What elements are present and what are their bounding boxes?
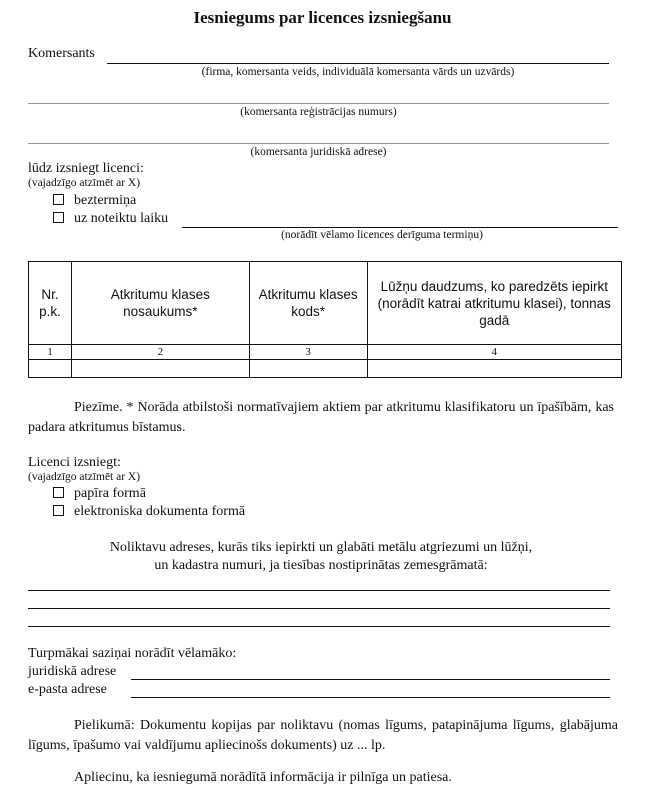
attachment-paragraph: Pielikumā: Dokumentu kopijas par noliktavu (nomas līgums, patapinājuma līgums, glabājuma līgums, īpašumo vai valdījumu apliecinošs dokuments) uz ... lp. xyxy=(28,718,618,753)
email-label: e-pasta adrese xyxy=(28,682,107,697)
option-electronic[interactable] xyxy=(53,504,245,520)
address-caption: (komersanta juridiskā adrese) xyxy=(250,146,387,158)
waste-class-table xyxy=(28,261,622,378)
table-cell[interactable] xyxy=(249,360,367,378)
option-label: beztermiņa xyxy=(74,193,137,208)
checkbox[interactable] xyxy=(53,487,64,498)
option-label: papīra formā xyxy=(74,486,146,501)
column-number: 4 xyxy=(367,345,621,360)
table-cell[interactable] xyxy=(367,360,621,378)
warehouse-line-1: Noliktavu adreses, kurās tiks iepirkti un glabāti metālu atgriezumi un lūžņi, xyxy=(109,540,533,555)
column-number: 3 xyxy=(249,345,367,360)
firm-caption: (firma, komersanta veids, individuālā komersanta vārds un uzvārds) xyxy=(201,66,515,78)
column-number: 2 xyxy=(71,345,249,360)
mark-note: (vajadzīgo atzīmēt ar X) xyxy=(28,177,141,189)
page-title: Iesniegums par licences izsniegšanu xyxy=(193,8,452,27)
registration-caption: (komersanta reģistrācijas numurs) xyxy=(240,106,397,118)
option-fixed-term[interactable] xyxy=(53,211,168,227)
contact-label: Turpmākai saziņai norādīt vēlamāko: xyxy=(28,646,237,661)
note-paragraph xyxy=(28,398,614,438)
header-nr: Nr. p.k. xyxy=(29,262,72,345)
option-label: uz noteiktu laiku xyxy=(74,211,169,226)
legal-address-label: juridiskā adrese xyxy=(28,664,117,679)
table-cell[interactable] xyxy=(71,360,249,378)
warehouse-field-1[interactable] xyxy=(28,590,610,591)
term-field[interactable] xyxy=(182,227,618,228)
note-label: Piezīme. xyxy=(74,400,123,415)
legal-address-field-top[interactable] xyxy=(28,143,609,144)
note-text: * Norāda atbilstoši normatīvajiem aktiem par atkritumu klasifikatoru un īpašībām, kas padara atkritumus bīstamus. xyxy=(28,400,614,435)
table-cell[interactable] xyxy=(29,360,72,378)
issue-label: Licenci izsniegt: xyxy=(28,455,121,470)
checkbox[interactable] xyxy=(53,505,64,516)
option-paper[interactable] xyxy=(53,486,146,502)
warehouse-line-2: un kadastra numuri, ja tiesības nostiprinātas zemesgrāmatā: xyxy=(154,558,488,573)
warehouse-field-2[interactable] xyxy=(28,608,610,609)
header-class-code: Atkritumu klases kods* xyxy=(249,262,367,345)
option-label: elektroniska dokumenta formā xyxy=(74,504,246,519)
column-number: 1 xyxy=(29,345,72,360)
checkbox[interactable] xyxy=(53,194,64,205)
checkbox[interactable] xyxy=(53,212,64,223)
request-label: lūdz izsniegt licenci: xyxy=(28,161,144,176)
option-indefinite[interactable] xyxy=(53,193,136,209)
term-caption: (norādīt vēlamo licences derīguma termiņu) xyxy=(281,229,483,241)
mark-note: (vajadzīgo atzīmēt ar X) xyxy=(28,471,141,483)
header-quantity: Lūžņu daudzums, ko paredzēts iepirkt (norādīt katrai atkritumu klasei), tonnas gadā xyxy=(367,262,621,345)
komersants-field[interactable] xyxy=(107,63,609,64)
header-class-name: Atkritumu klases nosaukums* xyxy=(71,262,249,345)
warehouse-field-3[interactable] xyxy=(28,626,610,627)
legal-address-field[interactable] xyxy=(131,679,610,680)
registration-number-field[interactable] xyxy=(28,103,609,104)
komersants-label: Komersants xyxy=(28,46,95,61)
certify-paragraph: Apliecinu, ka iesniegumā norādītā informācija ir pilnīga un patiesa. xyxy=(74,770,452,785)
email-field[interactable] xyxy=(131,697,610,698)
